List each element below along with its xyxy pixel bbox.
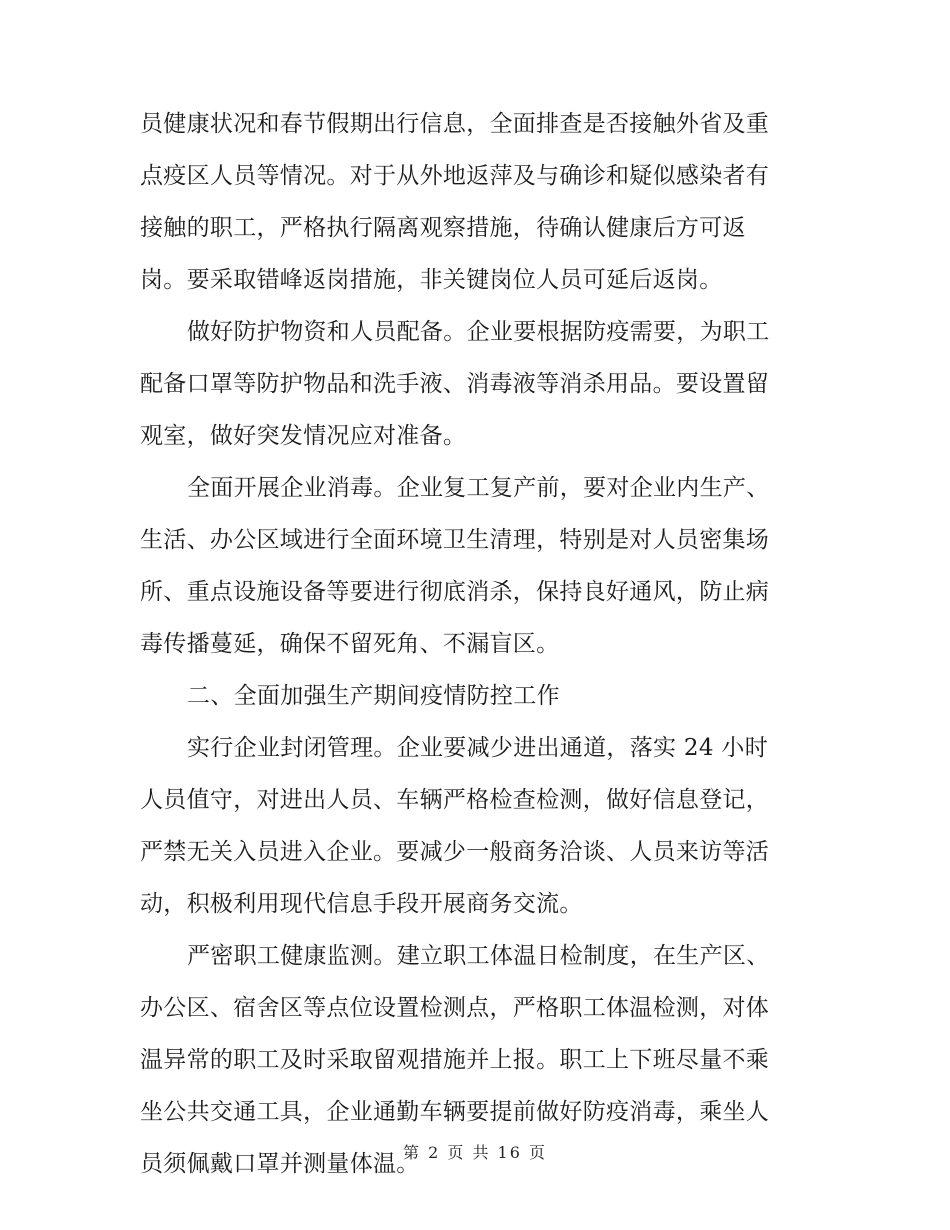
text-line: 员须佩戴口罩并测量体温。 [140,1151,420,1177]
text-line: 毒传播蔓延，确保不留死角、不漏盲区。 [140,631,560,657]
text-line: 配备口罩等防护物品和洗手液、消毒液等消杀用品。要设置留 [140,371,770,397]
text-line: 员健康状况和春节假期出行信息，全面排查是否接触外省及重 [140,111,770,137]
paragraph-first-line: 全面开展企业消毒。企业复工复产前，要对企业内生产、 [187,475,770,501]
paragraph-first-line: 做好防护物资和人员配备。企业要根据防疫需要，为职工 [187,319,770,345]
text-line: 温异常的职工及时采取留观措施并上报。职工上下班尽量不乘 [140,1047,770,1073]
text-line: 严禁无关入员进入企业。要减少一般商务洽谈、人员来访等活 [140,839,770,865]
document-body [140,98,812,1190]
text-line: 接触的职工，严格执行隔离观察措施，待确认健康后方可返 [140,215,746,241]
text-line: 办公区、宿舍区等点位设置检测点，严格职工体温检测，对体 [140,995,770,1021]
text-line: 所、重点设施设备等要进行彻底消杀，保持良好通风，防止病 [140,579,770,605]
paragraph-first-line: 实行企业封闭管理。企业要减少进出通道，落实 24 小时 [187,735,768,761]
page-number-footer: 第 2 页 共 16 页 [403,1143,547,1162]
text-line: 动，积极利用现代信息手段开展商务交流。 [140,891,583,917]
text-line: 坐公共交通工具，企业通勤车辆要提前做好防疫消毒，乘坐人 [140,1099,770,1125]
text-line: 生活、办公区域进行全面环境卫生清理，特别是对人员密集场 [140,527,770,553]
text-line: 岗。要采取错峰返岗措施，非关键岗位人员可延后返岗。 [140,267,723,293]
section-heading: 二、全面加强生产期间疫情防控工作 [187,683,560,709]
text-line: 人员值守，对进出人员、车辆严格检查检测，做好信息登记， [140,787,770,813]
text-line: 观室，做好突发情况应对准备。 [140,423,467,449]
paragraph-first-line: 严密职工健康监测。建立职工体温日检制度，在生产区、 [187,943,770,969]
text-line: 点疫区人员等情况。对于从外地返萍及与确诊和疑似感染者有 [140,163,770,189]
